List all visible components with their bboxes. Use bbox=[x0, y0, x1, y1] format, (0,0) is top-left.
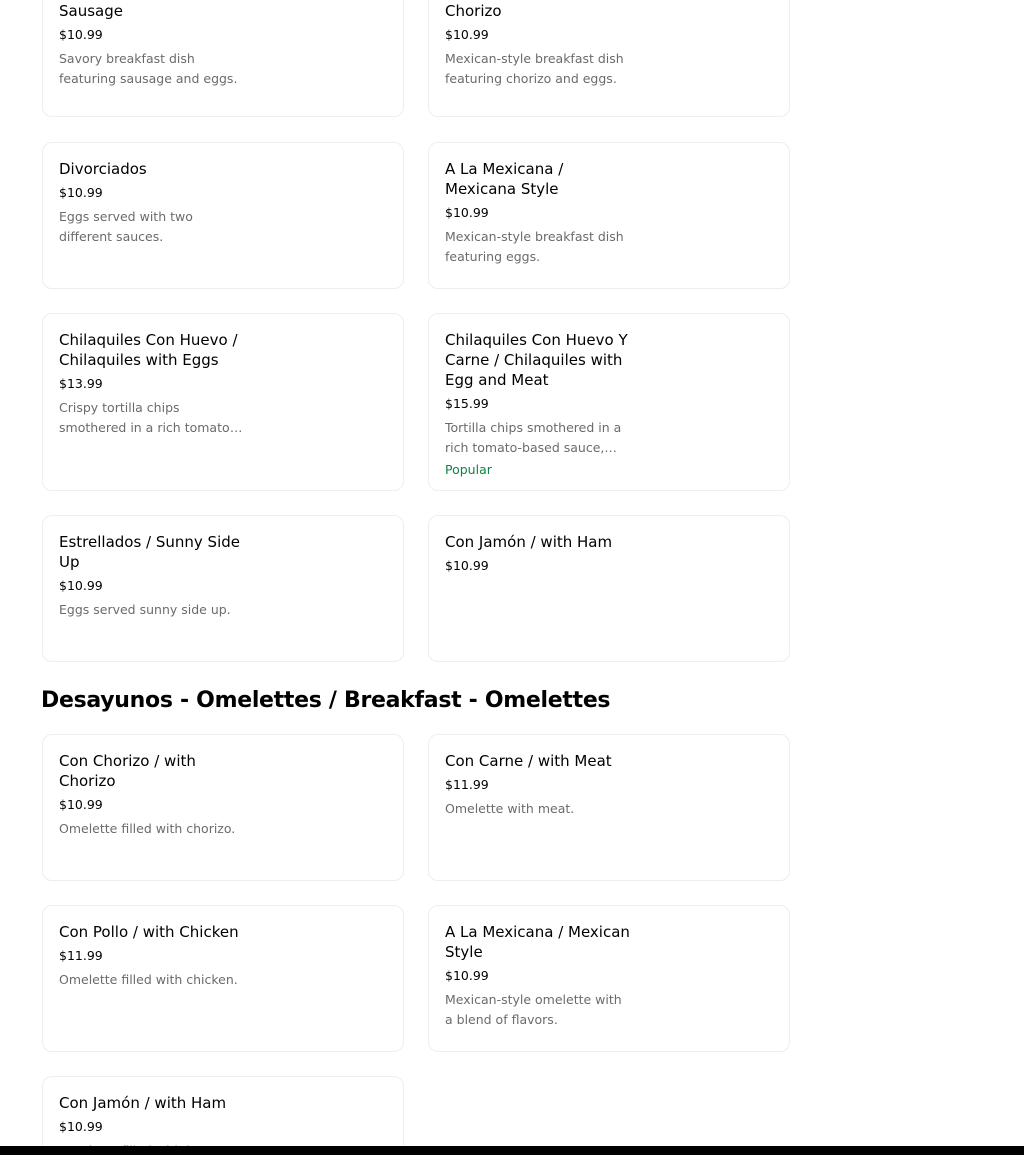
menu-item-card[interactable] bbox=[42, 313, 404, 491]
bottom-bar bbox=[0, 1146, 1024, 1155]
menu-item-price: $10.99 bbox=[445, 968, 489, 983]
menu-item-title: A La Mexicana / Mexican Style bbox=[445, 923, 630, 961]
menu-item-title: Chilaquiles Con Huevo Y Carne / Chilaquiles with Egg and Meat bbox=[445, 331, 628, 389]
menu-item-title: A La Mexicana / Mexicana Style bbox=[445, 160, 564, 198]
menu-item-card[interactable] bbox=[42, 905, 404, 1052]
menu-item-title: Divorciados bbox=[59, 160, 147, 178]
menu-item-description: Mexican-style breakfast dish featuring chorizo and eggs. bbox=[445, 51, 624, 86]
menu-item-price: $11.99 bbox=[445, 777, 489, 792]
menu-item-title: Chilaquiles Con Huevo / Chilaquiles with Eggs bbox=[59, 331, 238, 369]
menu-item-description: Omelette with meat. bbox=[445, 801, 575, 816]
menu-item-title: Con Jamón / with Ham bbox=[445, 533, 613, 551]
menu-item-card[interactable] bbox=[428, 142, 790, 289]
menu-item-description: Mexican-style breakfast dish featuring eggs. bbox=[445, 229, 624, 264]
popular-badge: Popular bbox=[445, 462, 492, 477]
menu-item-card[interactable] bbox=[42, 734, 404, 881]
menu-item-title: Sausage bbox=[59, 2, 123, 20]
menu-item-card[interactable] bbox=[428, 905, 790, 1052]
menu-item-card[interactable] bbox=[428, 0, 790, 117]
menu-item-card[interactable] bbox=[428, 515, 790, 662]
menu-item-description: Mexican-style omelette with a blend of flavors. bbox=[445, 992, 622, 1027]
menu-item-price: $10.99 bbox=[445, 558, 489, 573]
menu-item-price: $10.99 bbox=[59, 578, 103, 593]
menu-item-price: $10.99 bbox=[59, 797, 103, 812]
menu-item-card[interactable] bbox=[42, 1076, 404, 1155]
menu-item-price: $15.99 bbox=[445, 396, 489, 411]
menu-item-card[interactable] bbox=[428, 313, 790, 491]
menu-item-price: $11.99 bbox=[59, 948, 103, 963]
menu-item-price: $10.99 bbox=[445, 205, 489, 220]
menu-item-price: $10.99 bbox=[445, 27, 489, 42]
menu-item-price: $10.99 bbox=[59, 185, 103, 200]
menu-item-title: Con Jamón / with Ham bbox=[59, 1094, 227, 1112]
menu-item-title: Con Pollo / with Chicken bbox=[59, 923, 239, 941]
menu-item-title: Estrellados / Sunny Side Up bbox=[59, 533, 240, 571]
menu-item-description: Tortilla chips smothered in a rich tomato-based sauce, bbox=[445, 420, 622, 455]
menu-item-price: $13.99 bbox=[59, 376, 103, 391]
menu-item-title: Chorizo bbox=[445, 2, 502, 20]
menu-item-card[interactable] bbox=[42, 0, 404, 117]
menu-item-title: Con Carne / with Meat bbox=[445, 752, 612, 770]
menu-item-description: Crispy tortilla chips smothered in a rich tomato- bbox=[59, 400, 235, 435]
menu-item-description: Eggs served with two different sauces. bbox=[59, 209, 193, 244]
section-title: Desayunos - Omelettes / Breakfast - Omelettes bbox=[41, 688, 611, 713]
menu-item-title: Con Chorizo / with Chorizo bbox=[59, 752, 196, 790]
menu-item-description: Omelette filled with chorizo. bbox=[59, 821, 236, 836]
menu-item-price: $10.99 bbox=[59, 1119, 103, 1134]
menu-item-description: Savory breakfast dish featuring sausage and eggs. bbox=[59, 51, 238, 86]
menu-item-card[interactable] bbox=[42, 142, 404, 289]
menu-item-price: $10.99 bbox=[59, 27, 103, 42]
menu-item-card[interactable] bbox=[428, 734, 790, 881]
menu-item-description: Omelette filled with chicken. bbox=[59, 972, 238, 987]
menu-item-description: Eggs served sunny side up. bbox=[59, 602, 231, 617]
menu-item-card[interactable] bbox=[42, 515, 404, 662]
